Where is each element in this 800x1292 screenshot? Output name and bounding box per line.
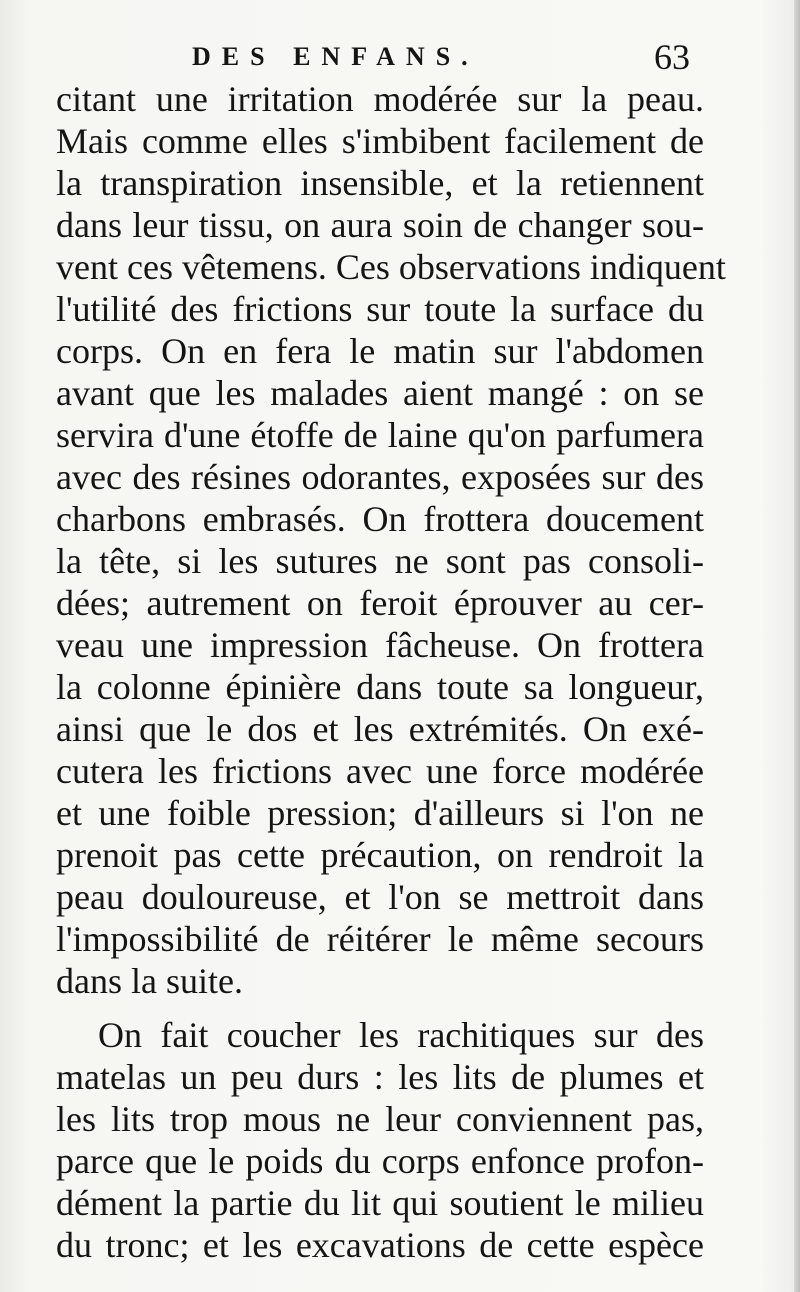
- text-line: l'impossibilité de réitérer le même secours: [56, 919, 704, 959]
- text-line: matelas un peu durs : les lits de plumes et: [56, 1057, 704, 1097]
- text-line: servira d'une étoffe de laine qu'on parfumera: [56, 415, 704, 455]
- text-line: du tronc; et les excavations de cette espèce: [56, 1225, 704, 1265]
- text-line: cutera les frictions avec une force modérée: [56, 751, 704, 791]
- text-line: la tête, si les sutures ne sont pas consoli-: [56, 541, 704, 581]
- text-line: citant une irritation modérée sur la peau.: [56, 79, 704, 119]
- text-line: dément la partie du lit qui soutient le milieu: [56, 1183, 704, 1223]
- text-line: avec des résines odorantes, exposées sur des: [56, 457, 704, 497]
- text-line: prenoit pas cette précaution, on rendroit la: [56, 835, 704, 875]
- text-line: peau douloureuse, et l'on se mettroit dans: [56, 877, 704, 917]
- paragraph-gap: [56, 1002, 704, 1014]
- text-line: parce que le poids du corps enfonce profon-: [56, 1141, 704, 1181]
- text-line: avant que les malades aient mangé : on se: [56, 373, 704, 413]
- text-line: Mais comme elles s'imbibent facilement de: [56, 121, 704, 161]
- text-line: l'utilité des frictions sur toute la surface du: [56, 289, 704, 329]
- page-header: [56, 36, 696, 82]
- text-line: la colonne épinière dans toute sa longueur,: [56, 667, 704, 707]
- text-line: dées; autrement on feroit éprouver au cer-: [56, 583, 704, 623]
- body-text: [56, 78, 726, 1266]
- running-title: DES ENFANS.: [192, 42, 479, 71]
- paragraph-1: [56, 78, 726, 1002]
- paragraph-2: [56, 1014, 704, 1266]
- page-number: 63: [654, 37, 690, 77]
- text-line: ainsi que le dos et les extrémités. On exé-: [56, 709, 704, 749]
- text-line: la transpiration insensible, et la retiennent: [56, 163, 704, 203]
- text-line: vent ces vêtemens. Ces observations indiquent: [56, 247, 726, 287]
- text-line: On fait coucher les rachitiques sur des: [98, 1015, 704, 1055]
- text-line: et une foible pression; d'ailleurs si l'on ne: [56, 793, 704, 833]
- text-line: veau une impression fâcheuse. On frottera: [56, 625, 704, 665]
- text-line: les lits trop mous ne leur conviennent pas,: [56, 1099, 704, 1139]
- text-line: corps. On en fera le matin sur l'abdomen: [56, 331, 704, 371]
- page-edge: [794, 0, 800, 1292]
- text-line: dans la suite.: [56, 961, 243, 1001]
- text-line: charbons embrasés. On frottera doucement: [56, 499, 704, 539]
- text-line: dans leur tissu, on aura soin de changer sou-: [56, 205, 704, 245]
